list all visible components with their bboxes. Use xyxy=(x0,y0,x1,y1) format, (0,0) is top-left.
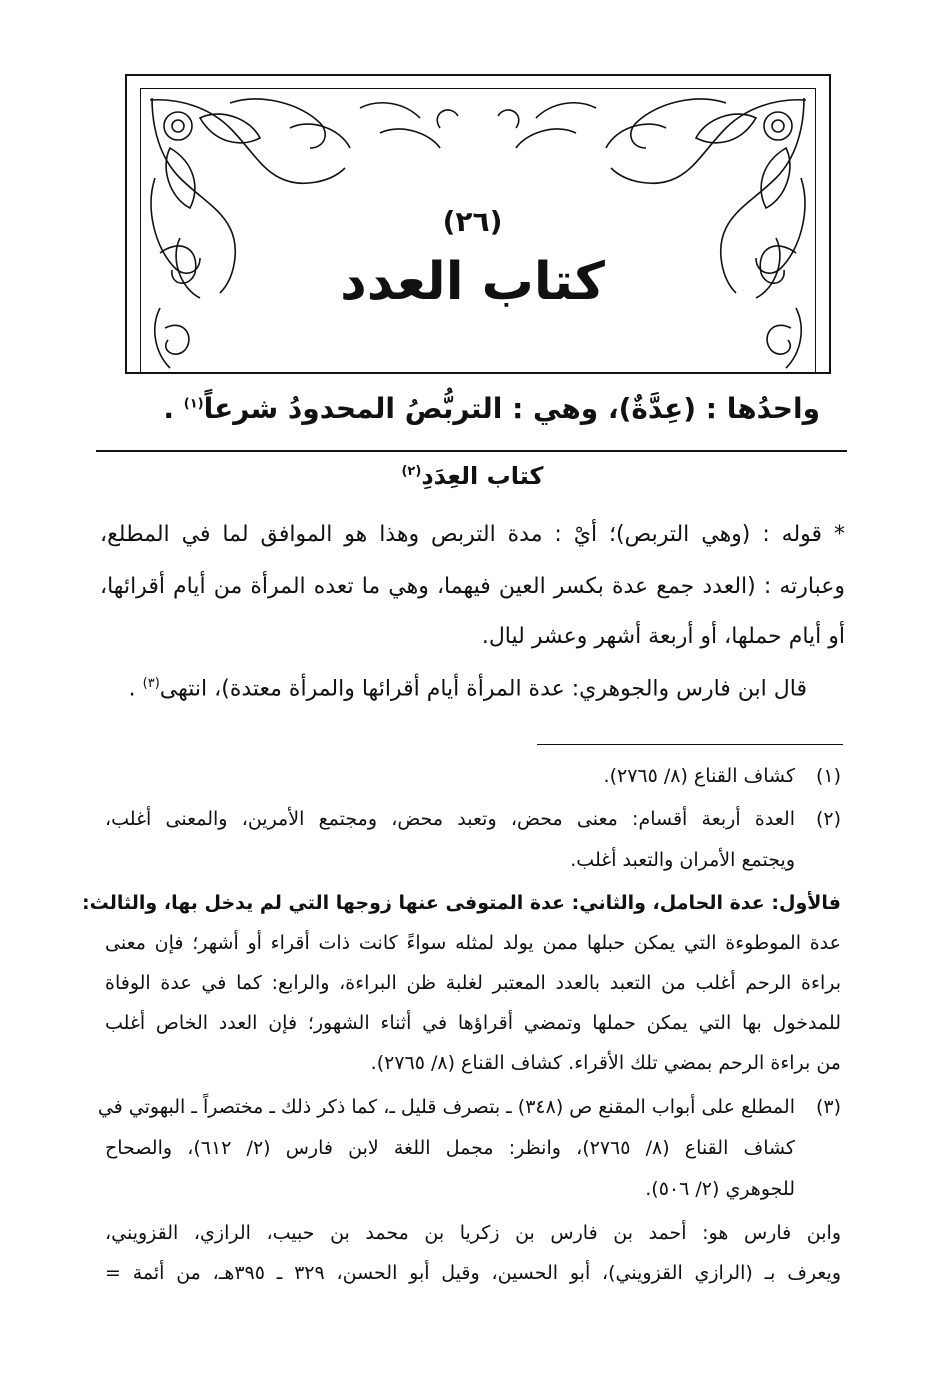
footnote-number: (٢) xyxy=(815,808,841,830)
sharh-line-1: * قوله : (وهي التربص)؛ أيْ : مدة التربص وهذا هو الموافق لما في المطلع، xyxy=(100,522,845,547)
chapter-title: كتاب العدد xyxy=(340,252,605,312)
sharh-heading-ref: (٢) xyxy=(401,464,422,479)
sharh-quote-text: قال ابن فارس والجوهري: عدة المرأة أيام أقرائها والمرأة معتدة)، انتهى xyxy=(159,676,807,702)
sharh-heading xyxy=(0,462,945,490)
sharh-quote-end: . xyxy=(128,676,143,702)
chapter-number: (٢٦) xyxy=(442,205,503,238)
footnote-line: للمدخول بها التي يمكن حملها وتمضي أقراؤها في أثناء الشهور؛ فإن العدد الخاص أغلب xyxy=(105,1012,841,1034)
sharh-quote xyxy=(107,676,807,701)
footnote-line: كشاف القناع (٨/ ٢٧٦٥). xyxy=(603,765,795,787)
sharh-line-2: وعبارته : (العدد جمع عدة بكسر العين فيهما، وهي ما تعده المرأة من أيام أقرائها، xyxy=(100,574,845,599)
footnote-divider xyxy=(537,744,843,745)
footnote-line: عدة الموطوءة التي يمكن حبلها ممن يولد لمثله سواءً كانت ذات أقراء أو أشهر؛ فإن معنى xyxy=(105,932,841,954)
sharh-quote-ref: (٣) xyxy=(142,676,160,691)
sharh-line-3: أو أيام حملها، أو أربعة أشهر وعشر ليال. xyxy=(481,624,845,649)
footnote-number: (١) xyxy=(815,765,841,787)
footnote-number: (٣) xyxy=(815,1096,841,1118)
footnote-line: المطلع على أبواب المقنع ص (٣٤٨) ـ بتصرف قليل ـ، كما ذكر ذلك ـ مختصراً ـ البهوتي في xyxy=(97,1096,795,1118)
footnote-line: فالأول: عدة الحامل، والثاني: عدة المتوفى عنها زوجها التي لم يدخل بها، والثالث: xyxy=(82,892,841,914)
footnote-line: كشاف القناع (٨/ ٢٧٦٥)، وانظر: مجمل اللغة لابن فارس (٢/ ٦١٢)، والصحاح xyxy=(105,1137,795,1159)
matn-divider xyxy=(96,450,847,452)
footnote-line: وابن فارس هو: أحمد بن فارس بن زكريا بن محمد بن حبيب، الرازي، القزويني، xyxy=(105,1222,841,1244)
matn-footnote-ref: (١) xyxy=(183,396,204,412)
matn-body: واحدُها : (عِدَّةٌ)، وهي : التربُّصُ المحدودُ شرعاً xyxy=(203,392,820,425)
footnote-line: ويعرف بـ (الرازي القزويني)، أبو الحسين، وقيل أبو الحسن، ٣٢٩ ـ ٣٩٥هـ، من أئمة = xyxy=(105,1262,842,1284)
footnote-line: للجوهري (٢/ ٥٠٦). xyxy=(645,1178,795,1200)
footnote-line: ويجتمع الأمران والتعبد أغلب. xyxy=(570,849,795,871)
footnote-line: من براءة الرحم بمضي تلك الأقراء. كشاف القناع (٨/ ٢٧٦٥). xyxy=(370,1052,841,1074)
footnote-line: براءة الرحم أغلب من التعبد بالعدد المعتبر لغلبة ظن البراءة، والرابع: كما في عدة الوفاة xyxy=(105,972,841,994)
matn-end: . xyxy=(163,392,184,425)
footnote-line: العدة أربعة أقسام: معنى محض، وتعبد محض، ومجتمع الأمرين، والمعنى أغلب، xyxy=(105,808,795,830)
matn-text xyxy=(140,392,820,425)
sharh-heading-text: كتاب العِدَدِ xyxy=(421,462,544,490)
